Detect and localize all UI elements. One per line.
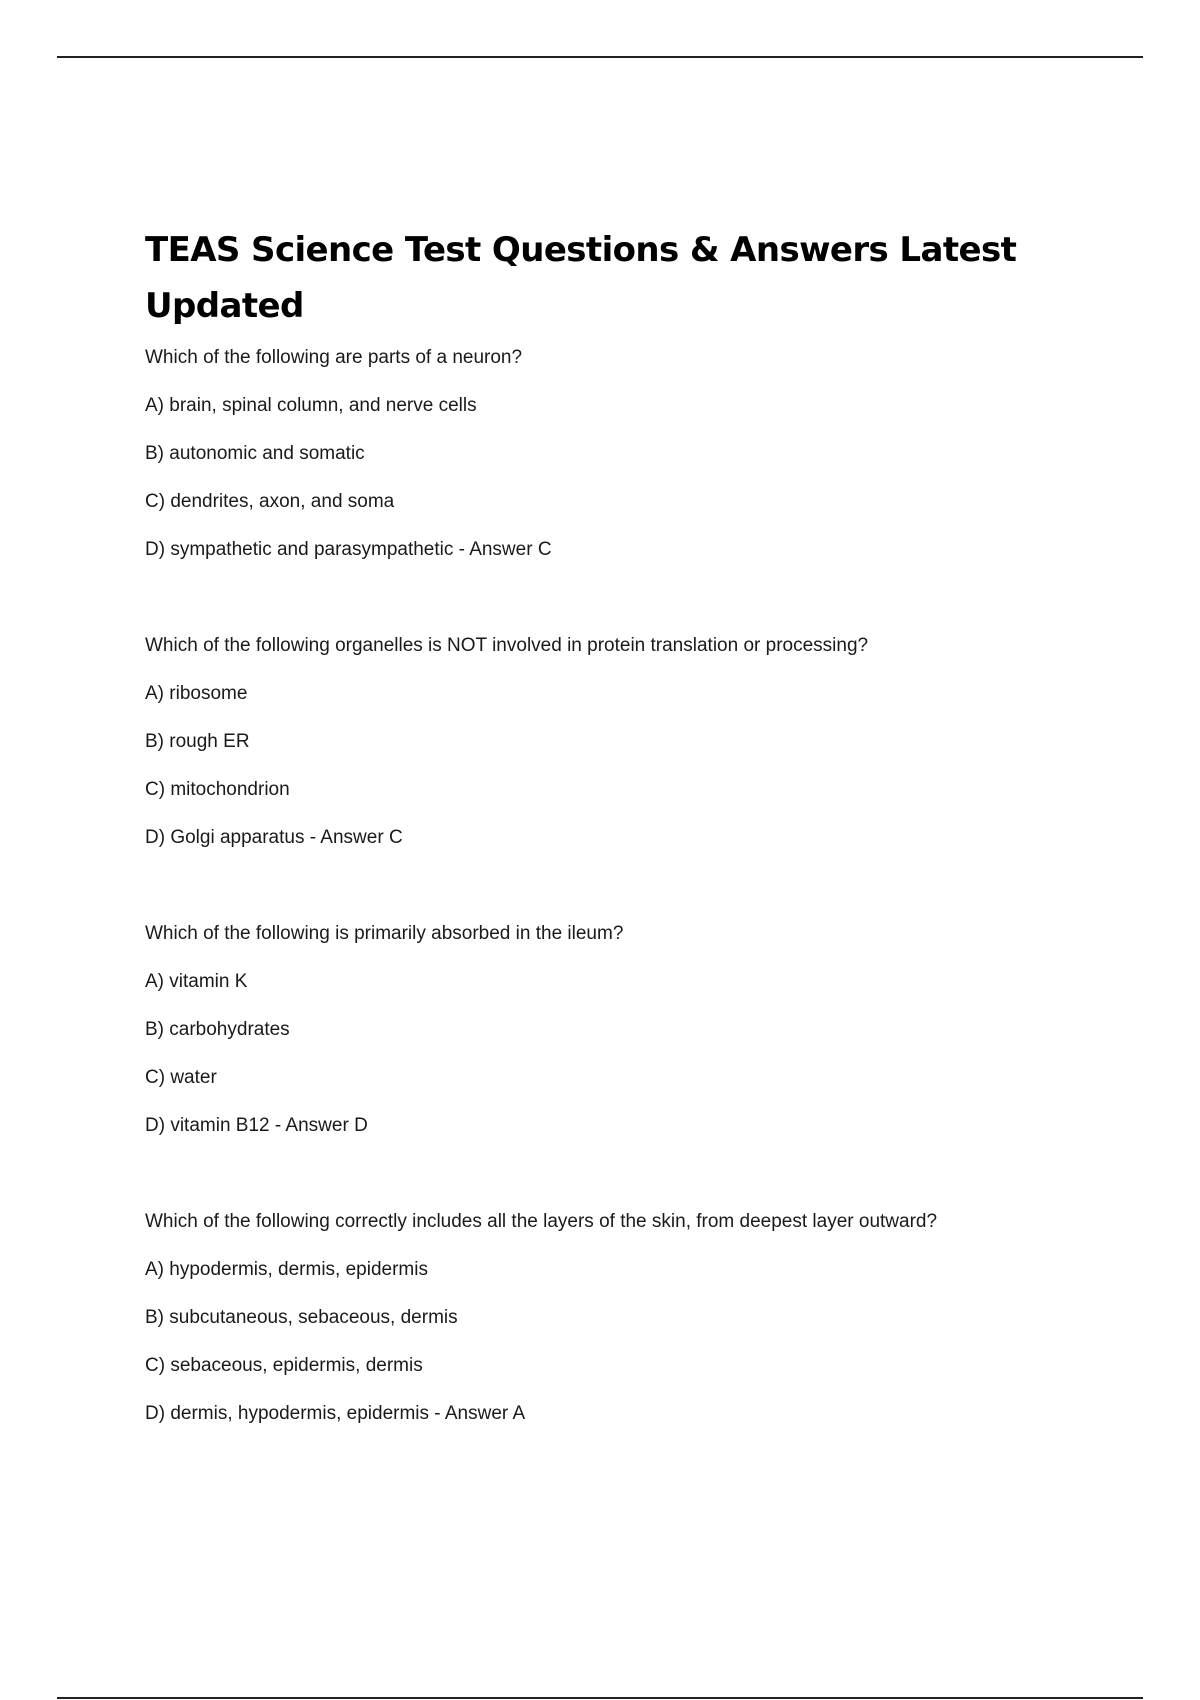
answer-option-c: C) water [145, 1067, 217, 1088]
question-text: Which of the following are parts of a neuron? [145, 347, 523, 368]
answer-option-b: B) carbohydrates [145, 1019, 290, 1040]
header-rule [57, 56, 1143, 58]
answer-option-d: D) vitamin B12 - Answer D [145, 1115, 368, 1136]
question-block-2 [145, 622, 1105, 862]
answer-option-a: A) ribosome [145, 683, 248, 704]
answer-option-a: A) hypodermis, dermis, epidermis [145, 1259, 428, 1280]
answer-option-d: D) Golgi apparatus - Answer C [145, 827, 403, 848]
question-text: Which of the following is primarily absorbed in the ileum? [145, 923, 624, 944]
answer-option-c: C) dendrites, axon, and soma [145, 491, 395, 512]
document-body [145, 222, 1105, 1486]
question-block-1 [145, 334, 1105, 574]
answer-option-c: C) sebaceous, epidermis, dermis [145, 1355, 423, 1376]
answer-option-b: B) rough ER [145, 731, 250, 752]
answer-option-d: D) dermis, hypodermis, epidermis - Answer A [145, 1403, 526, 1424]
answer-option-b: B) subcutaneous, sebaceous, dermis [145, 1307, 458, 1328]
answer-option-a: A) vitamin K [145, 971, 248, 992]
question-block-4 [145, 1198, 1105, 1438]
question-text: Which of the following correctly includes all the layers of the skin, from deepest layer outward? [145, 1211, 938, 1232]
answer-option-b: B) autonomic and somatic [145, 443, 365, 464]
answer-option-c: C) mitochondrion [145, 779, 290, 800]
question-text: Which of the following organelles is NOT involved in protein translation or processing? [145, 635, 869, 656]
document-title: TEAS Science Test Questions & Answers Latest Updated [145, 230, 1017, 326]
footer-rule [57, 1697, 1143, 1699]
answer-option-a: A) brain, spinal column, and nerve cells [145, 395, 477, 416]
answer-option-d: D) sympathetic and parasympathetic - Answer C [145, 539, 552, 560]
question-block-3 [145, 910, 1105, 1150]
